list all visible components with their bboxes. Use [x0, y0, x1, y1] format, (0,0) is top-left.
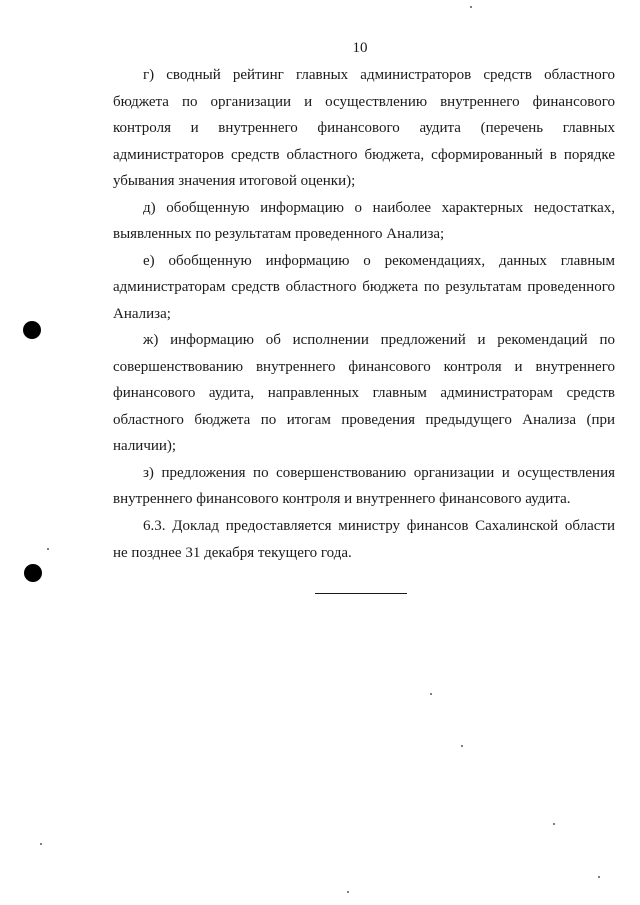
scan-speck — [40, 843, 42, 845]
scan-speck — [598, 876, 600, 878]
paragraph-z: з) предложения по совершенствованию организации и осуществления внутреннего финансового контроля и внутреннего финансового аудита. — [113, 464, 615, 507]
paragraph-g: г) сводный рейтинг главных администраторов средств областного бюджета по организации и осуществлению внутреннего финансового контроля и внутреннего финансового аудита (перечень главных администраторов средств областного бюджета, сформированный в порядке убывания значения итоговой оценки); — [113, 67, 615, 189]
scan-speck — [461, 745, 463, 747]
paragraph-zh: ж) информацию об исполнении предложений и рекомендаций по совершенствованию внутреннего финансового контроля и внутреннего финансового аудита, направленных главным администраторам средств областного бюджета по итогам проведения предыдущего Анализа (при наличии); — [113, 332, 615, 454]
scan-speck — [47, 548, 49, 550]
scan-speck — [470, 6, 472, 8]
paragraph-d: д) обобщенную информацию о наиболее характерных недостатках, выявленных по результатам проведенного Анализа; — [113, 199, 615, 242]
punch-hole-icon — [24, 564, 42, 582]
scan-speck — [553, 823, 555, 825]
scan-speck — [430, 693, 432, 695]
paragraph-6-3: 6.3. Доклад предоставляется министру финансов Сахалинской области не позднее 31 декабря текущего года. — [113, 517, 615, 561]
page-number: 10 — [352, 40, 368, 56]
punch-hole-icon — [23, 321, 41, 339]
document-body — [113, 62, 615, 567]
closing-separator-line — [315, 593, 407, 594]
scan-speck — [347, 891, 349, 893]
paragraph-e: е) обобщенную информацию о рекомендациях, данных главным администраторам средств областного бюджета по результатам проведенного Анализа; — [113, 252, 615, 322]
